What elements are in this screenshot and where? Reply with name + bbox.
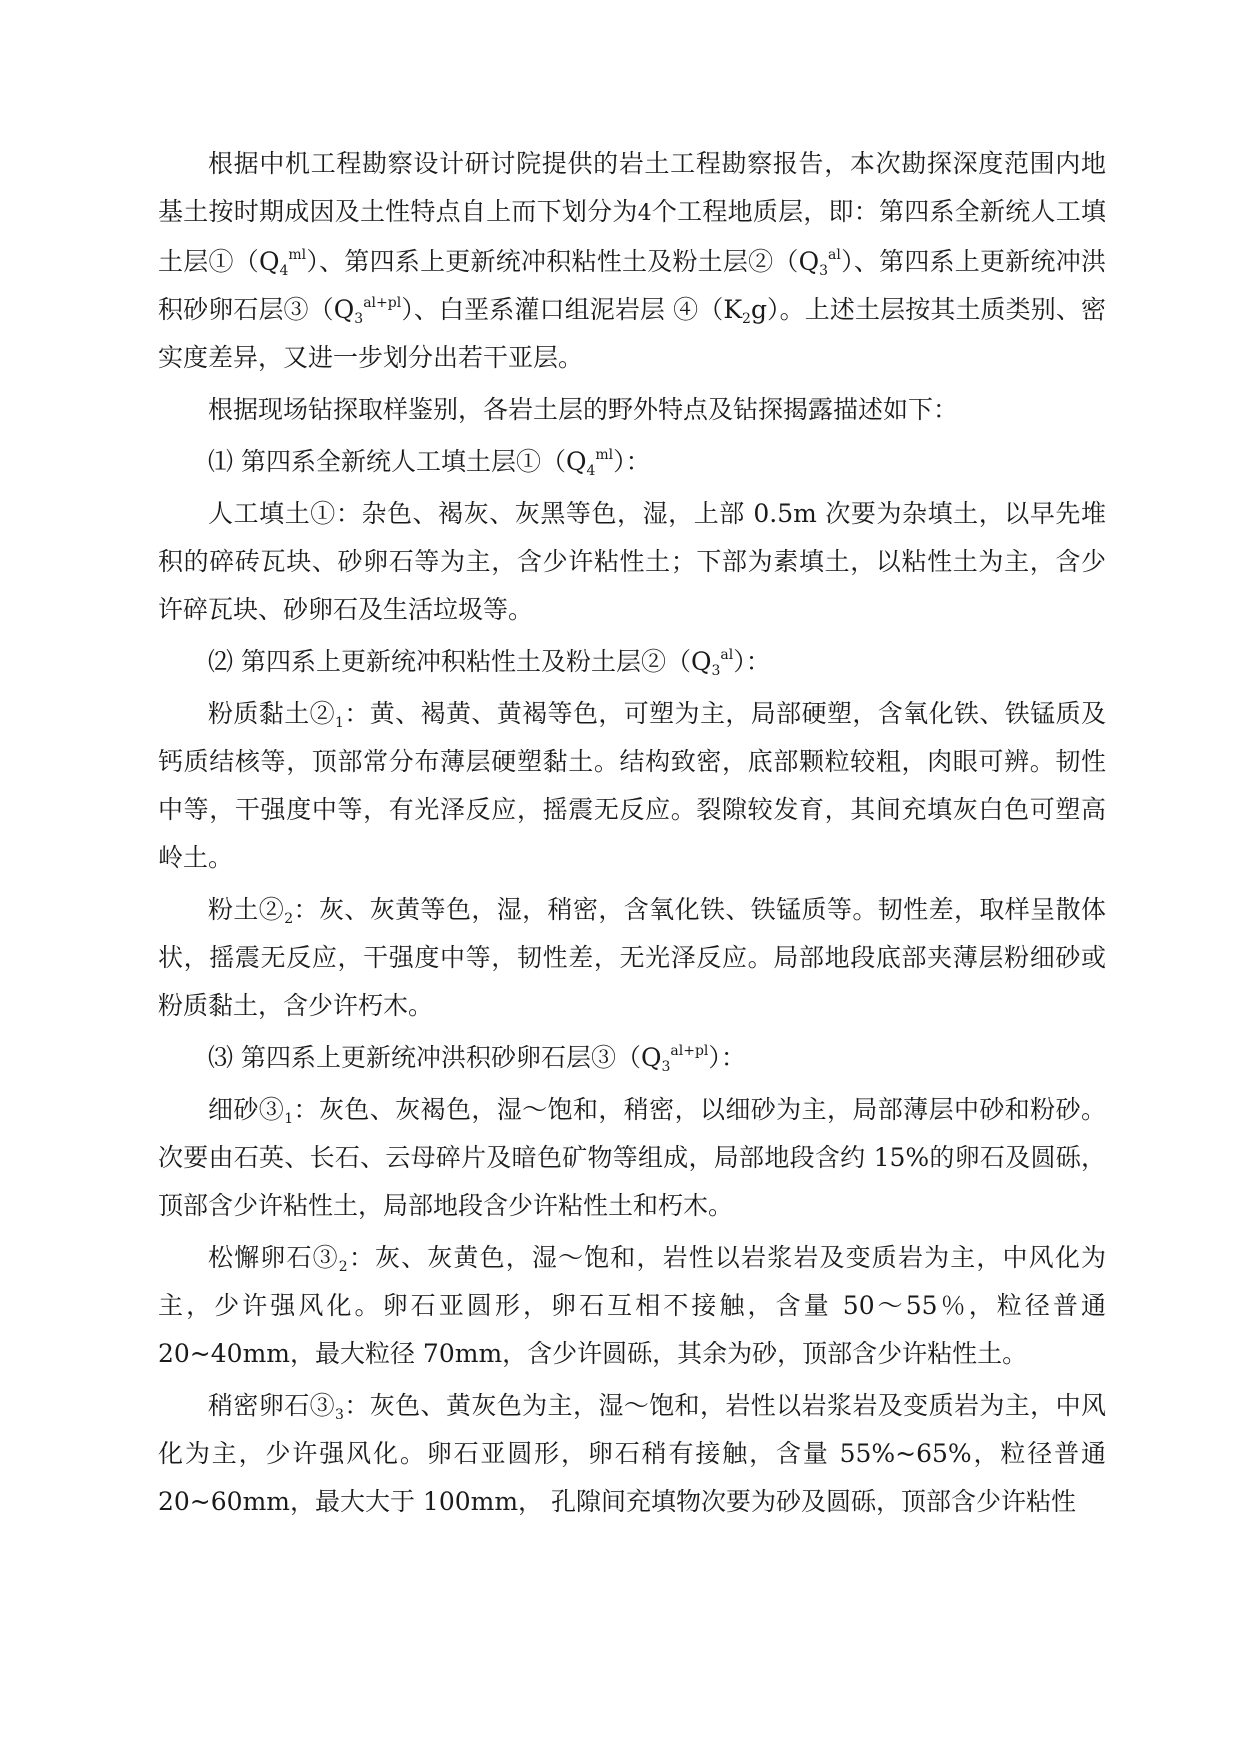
heading-fill-layer: ⑴ 第四系全新统人工填土层$①(Q_4^{ml})$： — [208, 447, 651, 479]
paragraph-silty-clay: 粉质黏土$②_1$：黄、褐黄、黄褐等色，可塑为主，局部硬塑，含氧化铁、铁锰质及钙质结核等，顶部常分布薄层硬塑黏土。结构致密，底部颗粒较粗，肉眼可辨。韧性中等，干强度中等，有光泽反应，摇震无反应。裂隙较发育，其间充填灰白色可塑高岭土。 — [158, 699, 1106, 872]
paragraph-stratum-overview: 根据中机工程勘察设计研讨院提供的岩土工程勘察报告，本次勘探深度范围内地基土按时期成因及土性特点自上而下划分为4个工程地质层，即：第四系全新统人工填土层$①(Q_4^{ml})$、第四系上更新统冲积粘性土及粉土层$②(Q_3^{al})$、第四系上更新统冲洪积砂卵石层$③(Q_3^{al+pl})$、白垩系灌口组泥岩层 $④(K_2g)$。上述土层按其土质类别、密实度差异，又进一步划分出若干亚层。 — [158, 149, 1107, 372]
item-number: ⑵ — [208, 647, 234, 676]
paragraph-fine-sand: 细砂$③_1$：灰色、灰褐色，湿～饱和，稍密，以细砂为主，局部薄层中砂和粉砂。次要由石英、长石、云母碎片及暗色矿物等组成，局部地段含约 15%的卵石及圆砾，顶部含少许粘性土，局部地段含少许粘性土和朽木。 — [158, 1095, 1106, 1220]
document-body — [158, 140, 1106, 1530]
paragraph-silt: 粉土$②_2$：灰、灰黄等色，湿，稍密，含氧化铁、铁锰质等。韧性差，取样呈散体状，摇震无反应，干强度中等，韧性差，无光泽反应。局部地段底部夹薄层粉细砂或粉质黏土，含少许朽木。 — [158, 895, 1106, 1020]
heading-sand-gravel-layer: ⑶ 第四系上更新统冲洪积砂卵石层$③(Q_3^{al+pl})$： — [208, 1043, 746, 1075]
paragraph-description-intro: 根据现场钻探取样鉴别，各岩土层的野外特点及钻探揭露描述如下： — [208, 395, 959, 424]
paragraph-artificial-fill: 人工填土①：杂色、褐灰、灰黑等色，湿，上部 0.5m 次要为杂填土，以早先堆积的碎砖瓦块、砂卵石等为主，含少许粘性土；下部为素填土，以粘性土为主，含少许碎瓦块、砂卵石及生活垃圾等。 — [158, 499, 1106, 624]
item-number: ⑶ — [208, 1043, 234, 1072]
item-number: ⑴ — [208, 447, 234, 476]
paragraph-loose-pebble: 松懈卵石$③_2$：灰、灰黄色，湿～饱和，岩性以岩浆岩及变质岩为主，中风化为主，少许强风化。卵石亚圆形，卵石互相不接触，含量 50～55％，粒径普通 20~40mm，最大粒径 70mm，含少许圆砾，其余为砂，顶部含少许粘性土。 — [158, 1243, 1106, 1368]
paragraph-slightly-dense-pebble: 稍密卵石$③_3$：灰色、黄灰色为主，湿～饱和，岩性以岩浆岩及变质岩为主，中风化为主，少许强风化。卵石亚圆形，卵石稍有接触，含量 55%~65%，粒径普通 20~60mm，最大大于 100mm， 孔隙间充填物次要为砂及圆砾，顶部含少许粘性 — [158, 1391, 1106, 1516]
heading-alluvial-layer: ⑵ 第四系上更新统冲积粘性土及粉土层$②(Q_3^{al})$： — [208, 647, 771, 679]
